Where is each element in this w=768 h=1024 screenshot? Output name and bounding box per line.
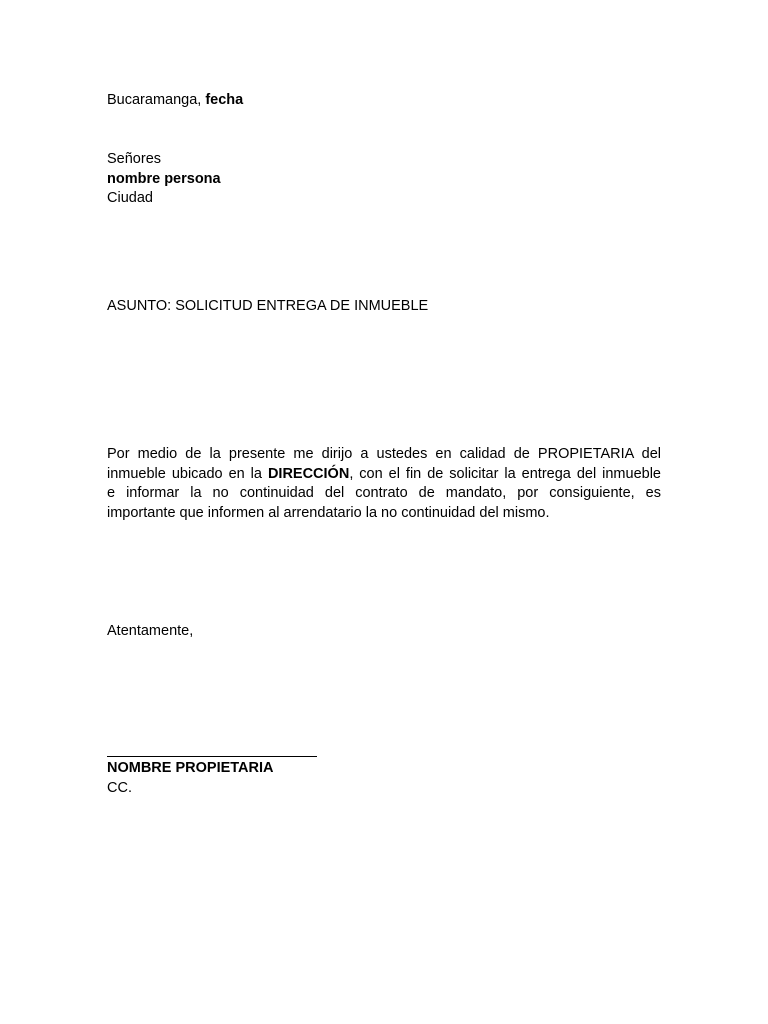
- date-line: [107, 91, 243, 111]
- date-placeholder: fecha: [205, 92, 244, 108]
- city-text: Bucaramanga,: [107, 92, 206, 108]
- signature-block: [107, 740, 317, 798]
- closing-line: Atentamente,: [107, 623, 194, 639]
- signer-name: NOMBRE PROPIETARIA: [107, 760, 274, 776]
- body-line-4: importante que informen al arrendatario la no continuidad del mismo.: [107, 504, 550, 521]
- signer-id: CC.: [107, 779, 132, 796]
- body-paragraph: [107, 445, 661, 523]
- body-line-3: e informar la no continuidad del contrato de mandato, por consiguiente, es: [107, 485, 661, 501]
- address-placeholder: DIRECCIÓN: [267, 465, 350, 482]
- salutation: Señores: [107, 151, 162, 167]
- body-line-2: [107, 465, 661, 485]
- recipient-name: nombre persona: [107, 170, 221, 187]
- signature-rule: [107, 756, 317, 757]
- subject-line: ASUNTO: SOLICITUD ENTREGA DE INMUEBLE: [107, 298, 429, 314]
- body-line-2-post: , con el fin de solicitar la entrega del inmueble: [349, 465, 661, 482]
- recipient-block: [107, 150, 221, 209]
- body-line-2-pre: inmueble ubicado en la: [107, 465, 268, 482]
- recipient-city: Ciudad: [107, 190, 153, 206]
- body-line-1: Por medio de la presente me dirijo a ustedes en calidad de PROPIETARIA del: [107, 446, 661, 462]
